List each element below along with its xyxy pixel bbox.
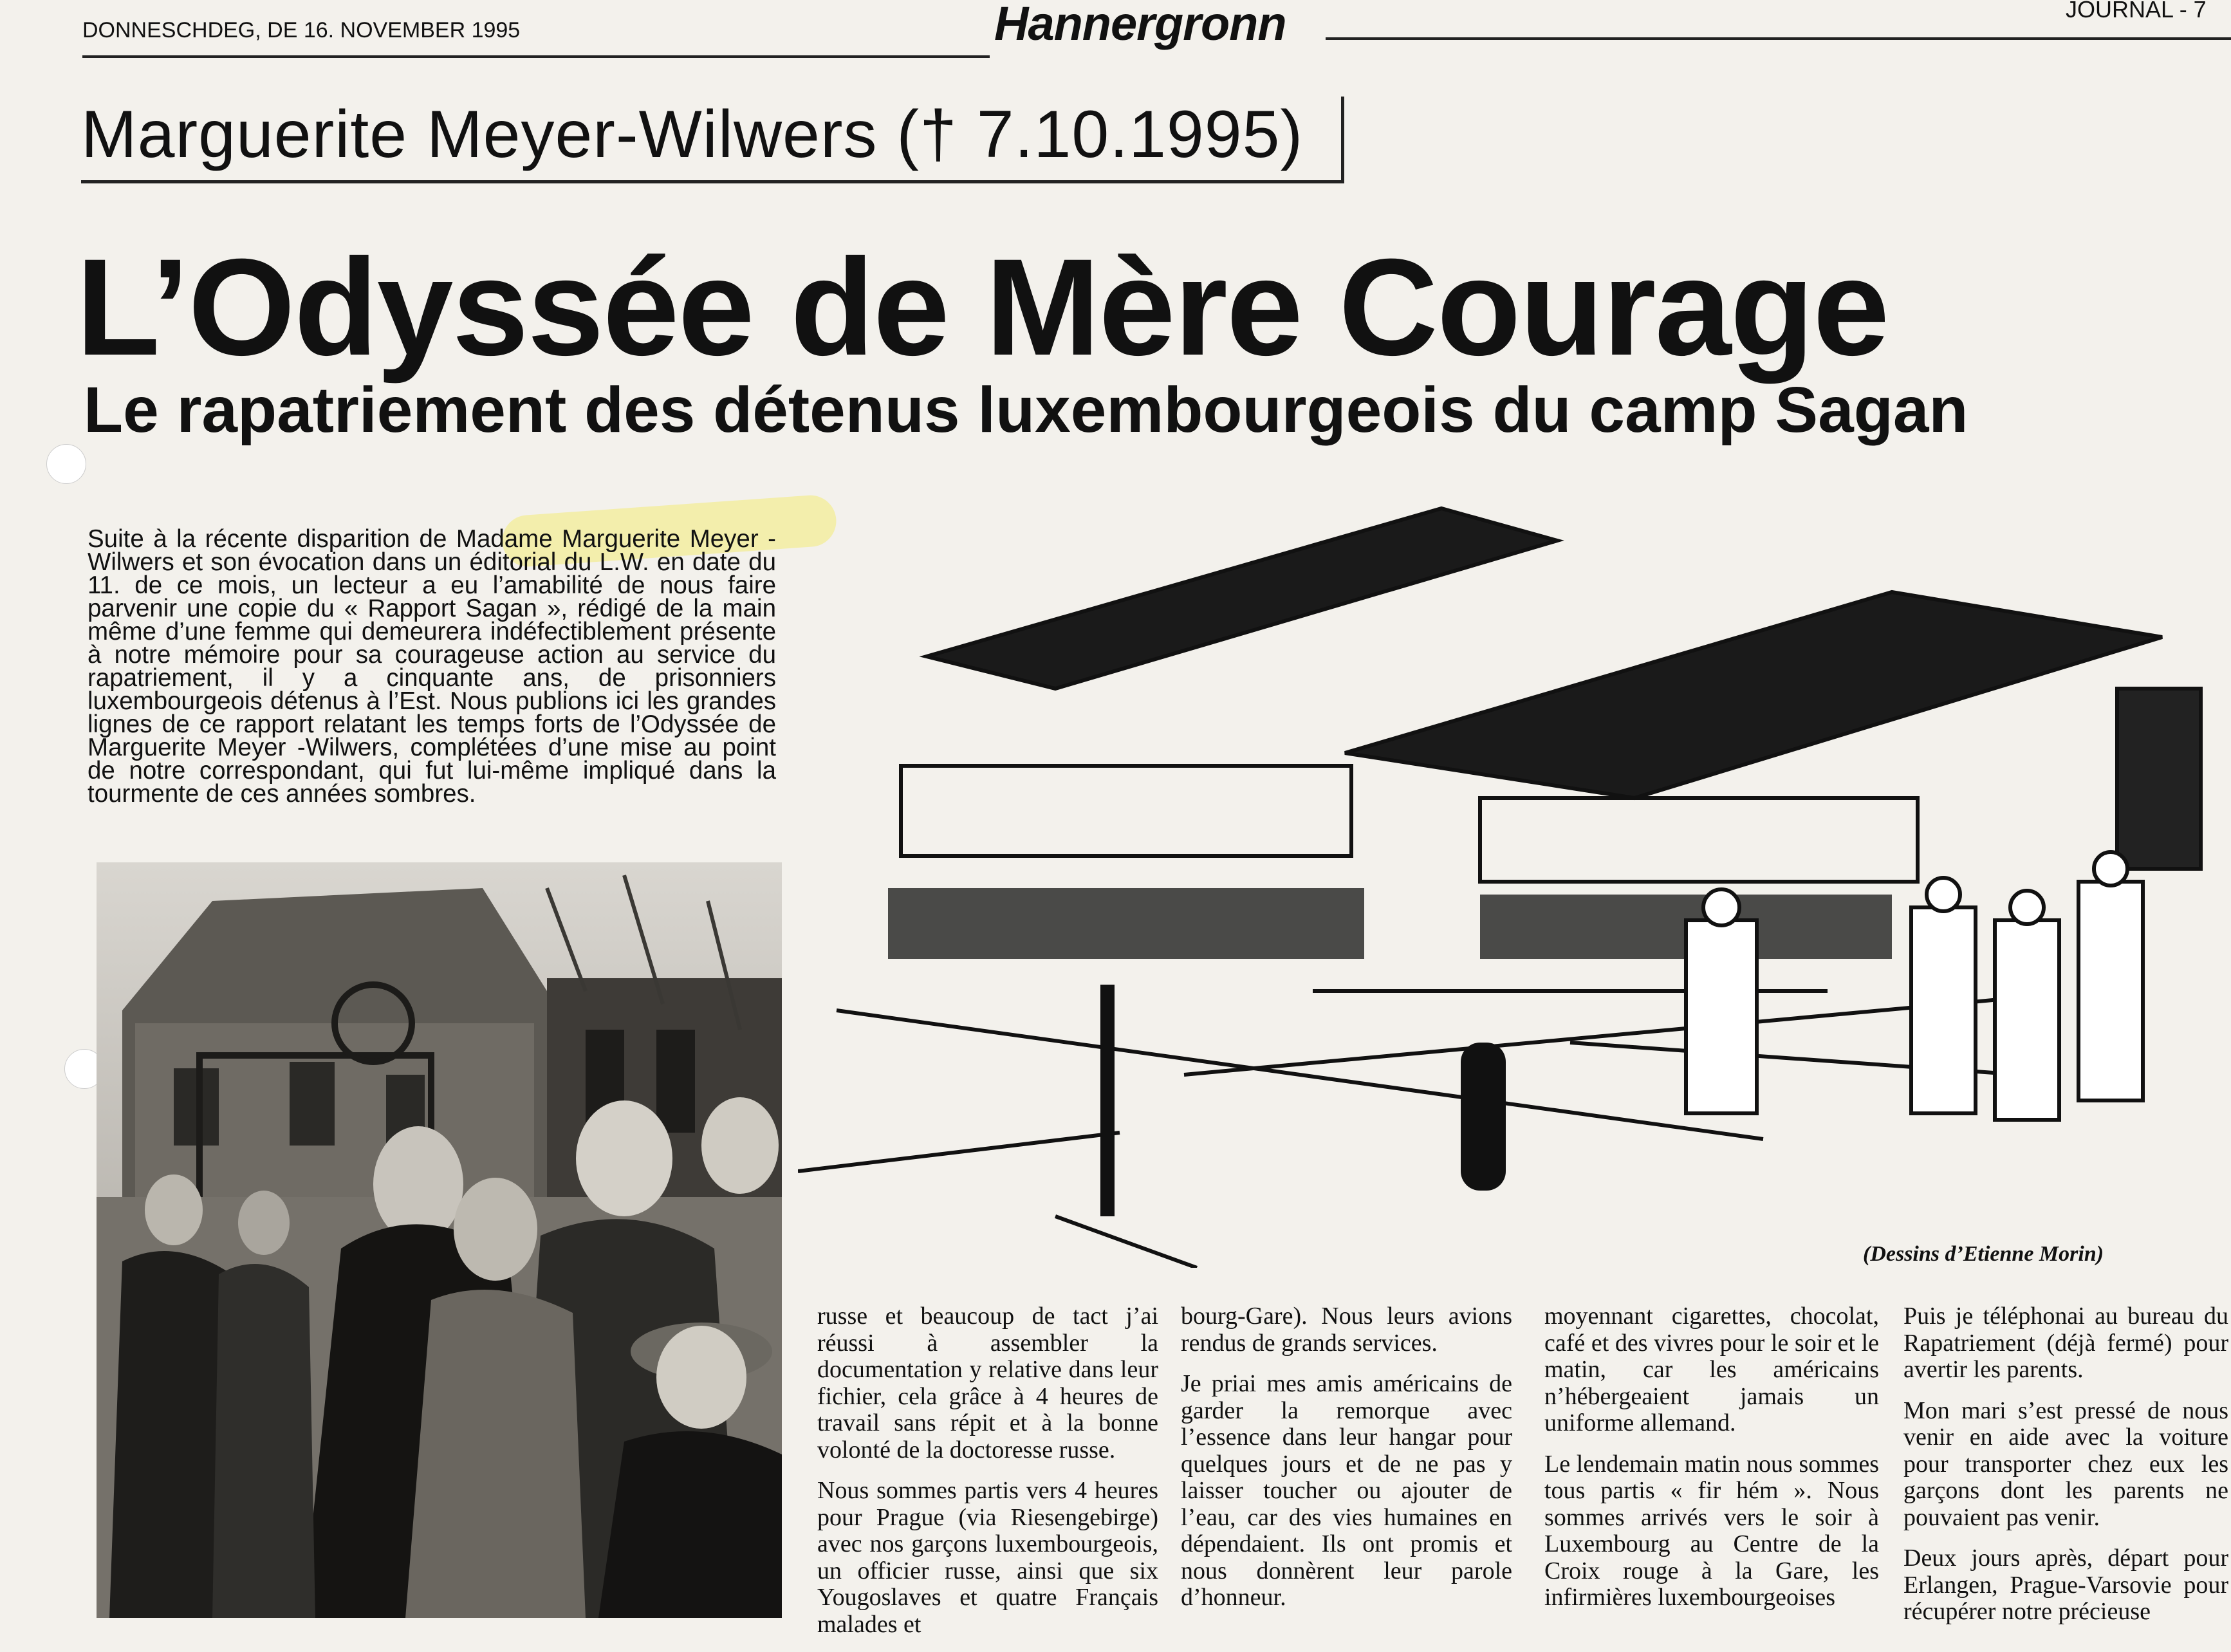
paragraph: Deux jours après, départ pour Erlangen, Prague-Varsovie pour récupérer notre précieuse — [1903, 1545, 2228, 1625]
paragraph: moyennant cigarettes, chocolat, café et des vivres pour le soir et le matin, car les américains n’hébergeaient jamais un uniforme allemand. — [1544, 1303, 1879, 1436]
page-label: JOURNAL - 7 — [2066, 0, 2207, 23]
paragraph: Mon mari s’est pressé de nous venir en aide avec la voiture pour transporter chez eux les garçons dont les parents ne pouvaient pas venir. — [1903, 1397, 2228, 1531]
ceremony-photo — [97, 862, 782, 1618]
article-column-2 — [1181, 1303, 1512, 1626]
paragraph: Le lendemain matin nous sommes tous partis « fir hém ». Nous sommes arrivés vers le soir à Luxembourg au Centre de la Croix rouge à la Gare, les infirmières luxembourgeoises — [1544, 1450, 1879, 1611]
article-column-4 — [1903, 1303, 2228, 1640]
kicker-rule — [1341, 97, 1344, 183]
intro-paragraph: Suite à la récente disparition de Madame Marguerite Meyer -Wilwers et son évocation dans un éditorial du L.W. en date du 11. de ce mois, un lecteur a eu l’amabilité de nous faire parvenir une copie du « Rapport Sagan », rédigé de la main même d’une femme qui demeurera indéfectiblement présente à notre mémoire pour sa courageuse action au service du rapatriement, il y a cinquante ans, de prisonniers luxembourgeois détenus à l’Est. Nous publions ici les grandes lignes de ce rapport relatant les temps forts de l’Odyssée de Marguerite Meyer -Wilwers, complétées d’une mise au point de notre correspondant, qui fut lui-même impliqué dans la tourmente de ces années sombres. — [88, 525, 776, 808]
kicker: Marguerite Meyer-Wilwers († 7.10.1995) — [81, 97, 1304, 172]
paragraph: Je priai mes amis américains de garder la remorque avec l’essence dans leur hangar pour quelques jours et de ne pas y laisser toucher ou ajouter de l’eau, car des vies humaines en dépendaient. Ils ont promis et nous donnèrent leur parole d’honneur. — [1181, 1370, 1512, 1611]
sketch-illustration — [798, 496, 2214, 1268]
paragraph: Puis je téléphonai au bureau du Rapatriement (déjà fermé) pour avertir les parents. — [1903, 1303, 2228, 1383]
headline: L’Odyssée de Mère Courage — [76, 230, 1889, 384]
kicker-rule — [81, 180, 1342, 183]
article-column-1 — [817, 1303, 1158, 1652]
paragraph: Nous sommes partis vers 4 heures pour Prague (via Riesengebirge) avec nos garçons luxembourgeois, un officier russe, ainsi que six Yougoslaves et quatre Français malades et — [817, 1477, 1158, 1638]
article-column-3 — [1544, 1303, 1879, 1626]
header-rule — [82, 55, 990, 58]
binder-hole — [46, 444, 86, 484]
subheadline: Le rapatriement des détenus luxembourgeois du camp Sagan — [84, 374, 1968, 446]
paragraph: russe et beaucoup de tact j’ai réussi à assembler la documentation y relative dans leur fichier, cela grâce à 4 heures de travail sans répit et à la bonne volonté de la doctoresse russe. — [817, 1303, 1158, 1463]
drawing-credit: (Dessins d’Etienne Morin) — [1863, 1242, 2104, 1266]
show-through-text — [1403, 71, 1419, 137]
paragraph: bourg-Gare). Nous leurs avions rendus de grands services. — [1181, 1303, 1512, 1357]
masthead: Hannergronn — [994, 0, 1286, 50]
issue-date: DONNESCHDEG, DE 16. NOVEMBER 1995 — [82, 18, 521, 42]
header-rule — [1326, 37, 2231, 40]
